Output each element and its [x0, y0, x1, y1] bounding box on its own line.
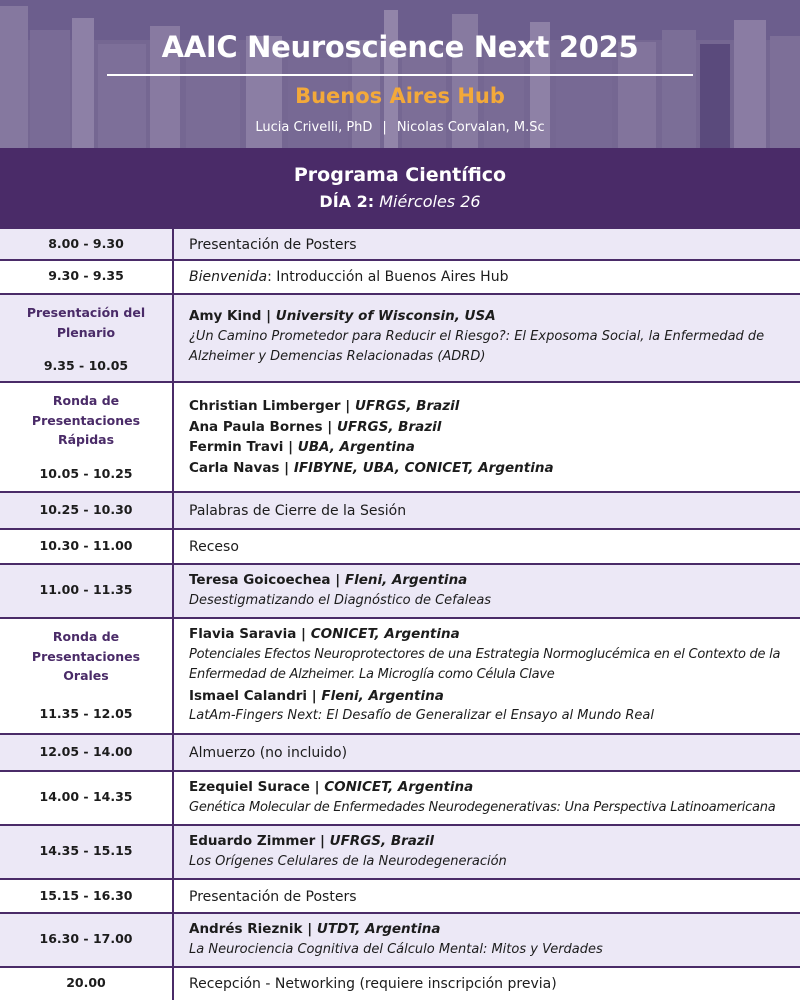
organizer-separator: |	[382, 120, 387, 135]
time-label: 12.05 - 14.00	[39, 744, 133, 759]
time-cell	[0, 565, 174, 617]
event-content	[189, 624, 797, 727]
time-label: 9.35 - 10.05	[43, 358, 129, 373]
speaker-line	[189, 396, 797, 417]
organizer-2: Nicolas Corvalan, M.Sc	[396, 120, 545, 135]
speaker-separator: |	[345, 398, 351, 414]
speaker-line	[189, 458, 797, 479]
event-title: AAIC Neuroscience Next 2025	[161, 30, 639, 64]
speaker-separator: |	[335, 572, 341, 588]
table-row	[0, 383, 800, 493]
program-banner	[0, 148, 800, 227]
time-cell	[0, 880, 174, 912]
speaker-separator: |	[307, 921, 313, 937]
event-content	[189, 306, 797, 368]
time-label: 14.00 - 14.35	[39, 789, 133, 804]
time-cell	[0, 493, 174, 528]
time-label: 11.00 - 11.35	[39, 582, 133, 597]
session-label: Presentación del Plenario	[26, 305, 146, 340]
time-label: 10.30 - 11.00	[39, 538, 133, 553]
time-cell	[0, 914, 174, 966]
time-cell	[0, 261, 174, 293]
event-content	[189, 777, 797, 818]
speaker-name: Ismael Calandri	[189, 687, 308, 704]
event-text: Receso	[189, 539, 239, 555]
table-row	[0, 261, 800, 295]
speaker-name: Amy Kind	[189, 308, 262, 324]
event-text: Recepción - Networking (requiere inscripción previa)	[189, 976, 557, 992]
day-label: DÍA 2:	[319, 192, 375, 211]
speaker-separator: |	[319, 833, 325, 849]
speaker-line	[189, 624, 797, 645]
speaker-name: Ana Paula Bornes	[189, 418, 323, 435]
time-cell	[0, 968, 174, 1000]
speaker-line	[189, 919, 797, 940]
event-text: Almuerzo (no incluido)	[189, 745, 348, 761]
speaker-separator: |	[327, 418, 333, 435]
speaker-affiliation: UBA, Argentina	[297, 439, 415, 455]
time-label: 9.30 - 9.35	[48, 268, 124, 283]
speaker-name: Eduardo Zimmer	[189, 833, 316, 849]
speaker-name: Flavia Saravia	[189, 626, 297, 642]
time-label: 10.25 - 10.30	[39, 502, 133, 517]
event-content	[189, 919, 797, 960]
event-content	[189, 570, 797, 611]
speaker-separator: |	[314, 779, 320, 795]
time-label: 11.35 - 12.05	[39, 706, 133, 721]
program-day	[0, 192, 800, 211]
speaker-separator: |	[284, 459, 290, 476]
event-text: Presentación de Posters	[189, 237, 357, 253]
talk-title: Genética Molecular de Enfermedades Neurodegenerativas: Una Perspectiva Latinoamericana	[189, 799, 776, 815]
table-row	[0, 826, 800, 880]
schedule-table	[0, 227, 800, 1000]
organizer-1: Lucia Crivelli, PhD	[255, 120, 373, 135]
speaker-affiliation: CONICET, Argentina	[324, 779, 474, 795]
table-row	[0, 619, 800, 735]
header-banner	[0, 0, 800, 148]
speaker-line	[189, 570, 797, 591]
talk-title: Potenciales Efectos Neuroprotectores de una Estrategia Normoglucémica en el Contexto de la Enfermedad de Alzheimer. La Microglía como Célula Clave	[189, 646, 781, 682]
time-cell	[0, 295, 174, 381]
talk-title: LatAm-Fingers Next: El Desafío de Generalizar el Ensayo al Mundo Real	[189, 708, 654, 723]
hub-subtitle: Buenos Aires Hub	[295, 84, 505, 108]
speaker-separator: |	[311, 687, 317, 704]
table-row	[0, 530, 800, 565]
talk-title: ¿Un Camino Prometedor para Reducir el Riesgo?: El Exposoma Social, la Enfermedad de Alzheimer y Demencias Relacionadas (ADRD)	[189, 328, 765, 364]
time-cell	[0, 735, 174, 770]
table-row	[0, 914, 800, 968]
session-label: Ronda de Presentaciones Rápidas	[31, 393, 141, 447]
speaker-line	[189, 417, 797, 438]
table-row	[0, 880, 800, 914]
speaker-name: Teresa Goicoechea	[189, 572, 331, 588]
event-text-rest: : Introducción al Buenos Aires Hub	[267, 269, 509, 285]
speaker-name: Carla Navas	[189, 459, 280, 476]
table-row	[0, 493, 800, 530]
speaker-separator: |	[266, 308, 272, 324]
table-row	[0, 295, 800, 383]
speaker-name: Christian Limberger	[189, 398, 341, 414]
talk-title: Desestigmatizando el Diagnóstico de Cefaleas	[189, 592, 492, 608]
speaker-name: Ezequiel Surace	[189, 779, 310, 795]
table-row	[0, 968, 800, 1000]
event-text	[189, 267, 797, 288]
day-name: Miércoles 26	[379, 192, 481, 211]
time-label: 20.00	[66, 975, 106, 990]
speaker-line	[189, 437, 797, 458]
title-underline	[107, 74, 693, 76]
speaker-affiliation: UTDT, Argentina	[316, 921, 441, 937]
speaker-affiliation: UFRGS, Brazil	[336, 418, 442, 435]
event-content	[189, 396, 797, 478]
table-row	[0, 735, 800, 772]
time-label: 15.15 - 16.30	[39, 888, 133, 903]
speaker-name: Andrés Rieznik	[189, 921, 303, 937]
speaker-name: Fermin Travi	[189, 439, 284, 455]
speaker-line	[189, 306, 797, 327]
table-row	[0, 565, 800, 619]
time-cell	[0, 772, 174, 824]
time-label: 14.35 - 15.15	[39, 843, 133, 858]
time-cell	[0, 229, 174, 259]
event-text: Palabras de Cierre de la Sesión	[189, 503, 407, 519]
speaker-affiliation: University of Wisconsin, USA	[275, 308, 496, 324]
speaker-line	[189, 686, 797, 707]
time-label: 16.30 - 17.00	[39, 931, 133, 946]
talk-title: Los Orígenes Celulares de la Neurodegeneración	[189, 853, 507, 869]
program-title: Programa Científico	[293, 164, 507, 186]
time-cell	[0, 826, 174, 878]
table-row	[0, 772, 800, 826]
organizers-line	[0, 120, 800, 135]
table-row	[0, 227, 800, 261]
time-label: 8.00 - 9.30	[48, 236, 124, 251]
talk-title: La Neurociencia Cognitiva del Cálculo Mental: Mitos y Verdades	[189, 941, 603, 957]
speaker-affiliation: Fleni, Argentina	[344, 572, 468, 588]
session-label: Ronda de Presentaciones Orales	[31, 629, 141, 683]
speaker-affiliation: UFRGS, Brazil	[354, 398, 460, 414]
event-text: Presentación de Posters	[189, 889, 357, 905]
speaker-line	[189, 777, 797, 798]
time-cell	[0, 530, 174, 563]
speaker-affiliation: CONICET, Argentina	[310, 626, 460, 642]
time-cell	[0, 383, 174, 491]
speaker-affiliation: Fleni, Argentina	[321, 687, 444, 704]
speaker-affiliation: IFIBYNE, UBA, CONICET, Argentina	[293, 459, 554, 476]
speaker-separator: |	[288, 439, 294, 455]
event-text-italic: Bienvenida	[189, 269, 268, 285]
speaker-affiliation: UFRGS, Brazil	[329, 833, 435, 849]
time-cell	[0, 619, 174, 733]
speaker-line	[189, 831, 797, 852]
event-content	[189, 831, 797, 872]
speaker-separator: |	[301, 626, 306, 642]
time-label: 10.05 - 10.25	[39, 466, 133, 481]
